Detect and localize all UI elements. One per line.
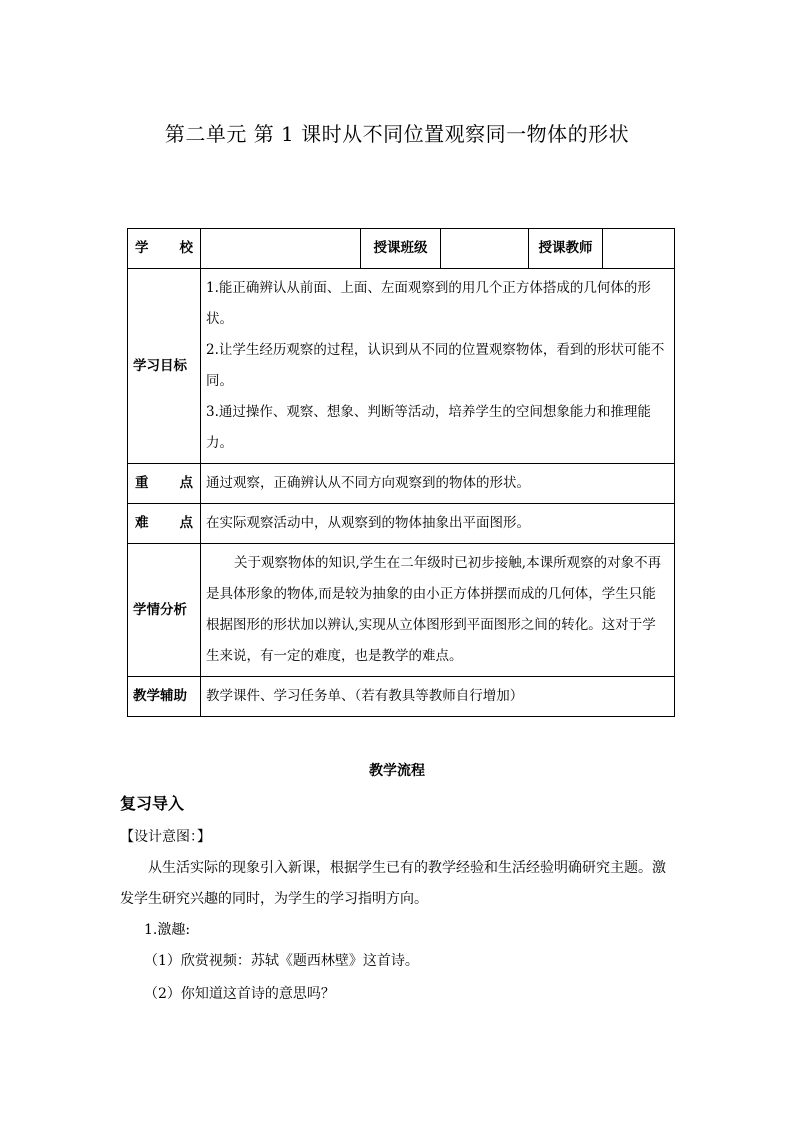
lesson-info-table xyxy=(127,228,675,717)
school-label xyxy=(128,229,201,269)
objective-item: 3.通过操作、观察、想象、判断等活动，培养学生的空间想象能力和推理能力。 xyxy=(206,404,651,451)
objective-item: 1.能正确辨认从前面、上面、左面观察到的用几个正方体搭成的几何体的形状。 xyxy=(206,280,651,327)
aids-label: 教学辅助 xyxy=(128,677,201,717)
key-text: 通过观察，正确辨认从不同方向观察到的物体的形状。 xyxy=(201,464,675,504)
aids-text: 教学课件、学习任务单、（若有教具等教师自行增加） xyxy=(201,677,675,717)
design-intent-text: 从生活实际的现象引入新课，根据学生已有的教学经验和生活经验明确研究主题。激发学生研究兴趣的同时，为学生的学习指明方向。 xyxy=(120,860,666,907)
class-label: 授课班级 xyxy=(361,229,441,269)
teacher-value xyxy=(603,229,675,269)
teacher-label: 授课教师 xyxy=(529,229,603,269)
objective-item: 2.让学生经历观察的过程，认识到从不同的位置观察物体，看到的形状可能不同。 xyxy=(206,342,665,389)
objectives-cell xyxy=(201,269,675,464)
analysis-text: 关于观察物体的知识,学生在二年级时已初步接触,本课所观察的对象不再是具体形象的物体,而是较为抽象的由小正方体拼摆而成的几何体，学生只能根据图形的形状加以辨认,实现从立体图形到平面图形之间的转化。这对于学生来说，有一定的难度，也是教学的难点。 xyxy=(206,555,662,664)
analysis-label: 学情分析 xyxy=(128,544,201,677)
row-objectives xyxy=(128,269,675,464)
row-school xyxy=(128,229,675,269)
page-title: 第二单元 第 1 课时从不同位置观察同一物体的形状 xyxy=(164,122,630,146)
row-key-point xyxy=(128,464,675,504)
row-difficulty xyxy=(128,504,675,544)
class-value xyxy=(441,229,529,269)
step-1b: （2）你知道这首诗的意思吗？ xyxy=(144,986,335,1002)
school-label-text: 学 校 xyxy=(135,240,193,256)
design-intent-label: 【设计意图：】 xyxy=(120,829,211,845)
difficulty-label: 难 点 xyxy=(128,504,201,544)
section-title: 复习导入 xyxy=(120,794,185,813)
step-1a: （1）欣赏视频：苏轼《题西林壁》这首诗。 xyxy=(144,953,419,969)
objectives-label: 学习目标 xyxy=(128,269,201,464)
school-value xyxy=(201,229,361,269)
step-1: 1.激趣: xyxy=(144,922,191,938)
analysis-cell xyxy=(201,544,675,677)
teaching-flow-title: 教学流程 xyxy=(369,763,425,779)
row-analysis xyxy=(128,544,675,677)
difficulty-text: 在实际观察活动中，从观察到的物体抽象出平面图形。 xyxy=(201,504,675,544)
key-label: 重 点 xyxy=(128,464,201,504)
row-aids xyxy=(128,677,675,717)
